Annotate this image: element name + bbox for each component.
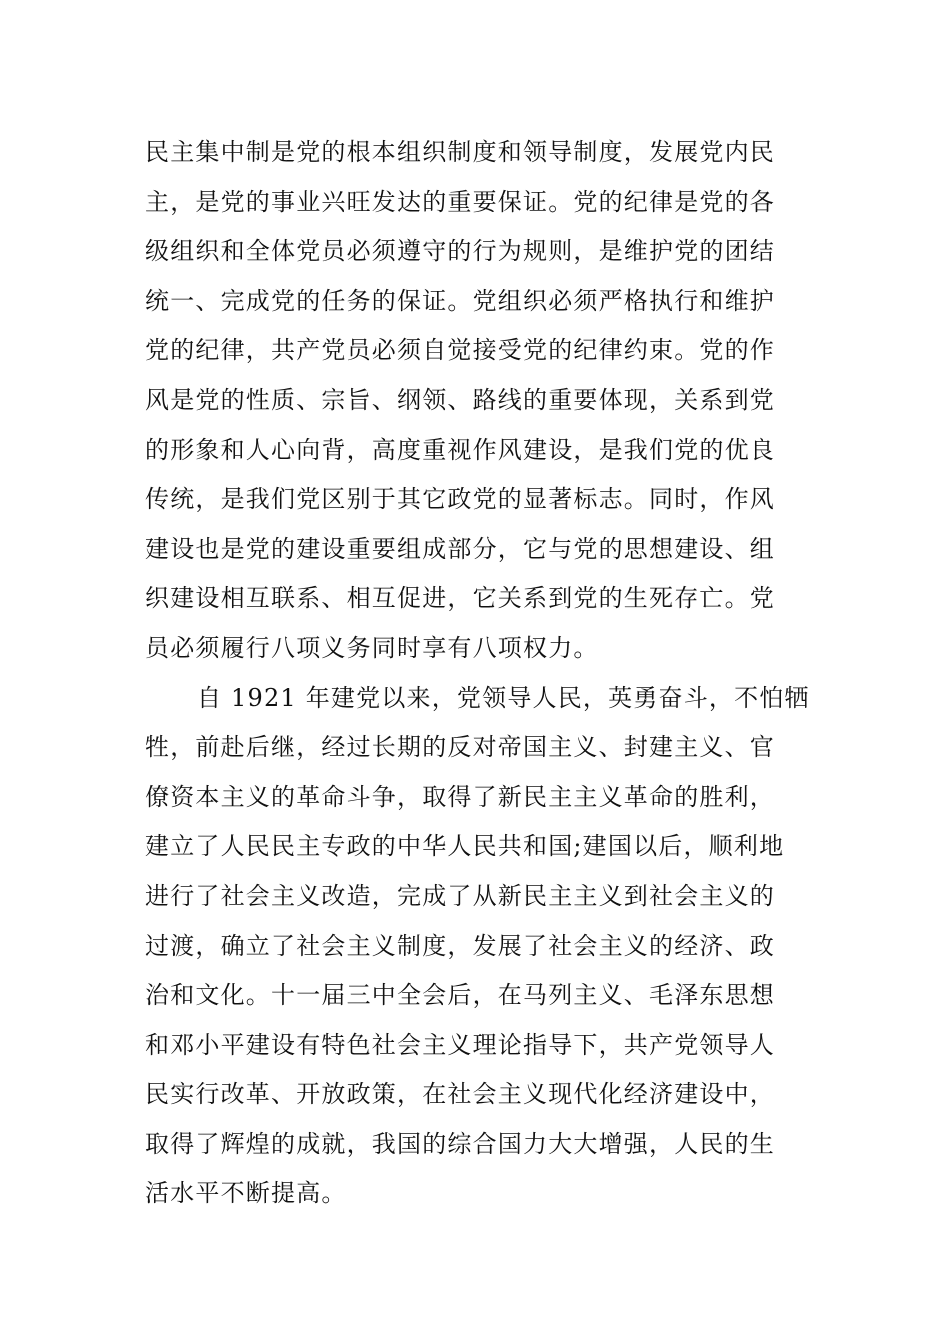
- text-line: 建设也是党的建设重要组成部分，它与党的思想建设、组: [145, 534, 775, 563]
- text-line: 主，是党的事业兴旺发达的重要保证。党的纪律是党的各: [145, 187, 775, 216]
- text-line: 传统，是我们党区别于其它政党的显著标志。同时，作风: [145, 485, 775, 514]
- text-line: 牲，前赴后继，经过长期的反对帝国主义、封建主义、官: [145, 733, 775, 762]
- text-line: 民实行改革、开放政策，在社会主义现代化经济建设中，: [145, 1080, 775, 1109]
- text-line: 建立了人民民主专政的中华人民共和国;建国以后，顺利地: [145, 832, 785, 861]
- text-line: 和邓小平建设有特色社会主义理论指导下，共产党领导人: [145, 1030, 775, 1059]
- text-line: 党的纪律，共产党员必须自觉接受党的纪律约束。党的作: [145, 336, 775, 365]
- paragraph-2: [145, 674, 815, 1220]
- text-line: 风是党的性质、宗旨、纲领、路线的重要体现，关系到党: [145, 385, 775, 414]
- text-line: 织建设相互联系、相互促进，它关系到党的生死存亡。党: [145, 584, 775, 613]
- document-body: [145, 128, 815, 1219]
- text-line: 员必须履行八项义务同时享有八项权力。: [145, 633, 599, 662]
- text-line: 过渡，确立了社会主义制度，发展了社会主义的经济、政: [145, 931, 775, 960]
- text-line: 统一、完成党的任务的保证。党组织必须严格执行和维护: [145, 286, 775, 315]
- text-line: 僚资本主义的革命斗争，取得了新民主主义革命的胜利，: [145, 782, 775, 811]
- text-line: 民主集中制是党的根本组织制度和领导制度，发展党内民: [145, 138, 775, 166]
- text-line: 进行了社会主义改造，完成了从新民主主义到社会主义的: [145, 881, 775, 910]
- text-line: 治和文化。十一届三中全会后，在马列主义、毛泽东思想: [145, 981, 775, 1010]
- paragraph-1: [145, 128, 815, 674]
- text-line-first-indented: 自 1921 年建党以来，党领导人民，英勇奋斗，不怕牺: [197, 683, 810, 712]
- text-line: 级组织和全体党员必须遵守的行为规则，是维护党的团结: [145, 237, 775, 266]
- text-line: 活水平不断提高。: [145, 1179, 347, 1208]
- text-line: 的形象和人心向背，高度重视作风建设，是我们党的优良: [145, 435, 775, 464]
- text-line: 取得了辉煌的成就，我国的综合国力大大增强，人民的生: [145, 1129, 775, 1158]
